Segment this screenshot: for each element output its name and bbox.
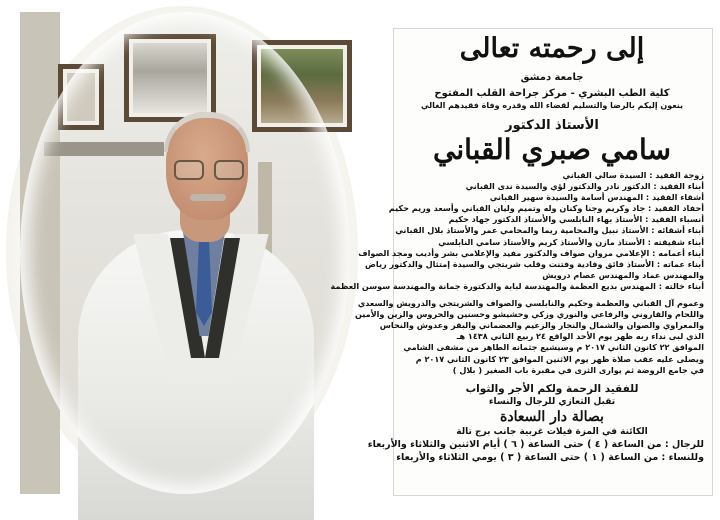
family-line: أبناء أشقائه : الأستاذ نبيل والمحامية ريما والمحامي عمر والأستاذ بلال القباني bbox=[395, 225, 704, 236]
family-line: زوجة الفقيد : السيدة سالي القباني bbox=[562, 170, 704, 180]
families-line: وعموم آل القباني والعظمة وحكيم والنابلسي والصواف والشريتجي والدرويش والسعدي bbox=[357, 298, 704, 309]
obituary-notice bbox=[330, 28, 713, 496]
deceased-name: سامي صبري القباني bbox=[433, 133, 671, 166]
family-line: أنسباء الفقيد : الأستاذ بهاء النابلسي والأستاذ الدكتور جهاد حكيم bbox=[448, 214, 704, 225]
condolence-intro: تقبل التعازي للرجال والنساء bbox=[488, 396, 616, 407]
families-line: والمعراوي والصوان والشمال والنجار والزعيم والعضماني والبقر وعدوش والنحاس bbox=[379, 320, 704, 331]
date-line: في جامع الروضة ثم يوارى الثرى في مقبرة باب الصغير ( بلال ) bbox=[452, 364, 704, 375]
date-line: ويصلى عليه عقب صلاة ظهر يوم الاثنين الموافق ٢٣ كانون الثاني ٢٠١٧ م bbox=[415, 353, 704, 364]
date-line: الموافق ٢٢ كانون الثاني ٢٠١٧ م وسيشيع جثمانه الطاهر من مشفى الشامي bbox=[403, 342, 704, 353]
deceased-title: الأستاذ الدكتور bbox=[505, 118, 599, 133]
family-line: والمهندس عماد والمهندس عصام درويش bbox=[542, 269, 704, 280]
funeral-details bbox=[400, 331, 704, 375]
notice-heading: إلى رحمته تعالى bbox=[459, 33, 645, 64]
schedule-men: للرجال : من الساعة ( ٤ ) حتى الساعة ( ٦ ) أيام الاثنين والثلاثاء والأربعاء bbox=[367, 438, 704, 450]
family-list bbox=[330, 170, 704, 292]
oval-vignette bbox=[20, 12, 350, 494]
family-line: أشقاء الفقيد : المهندس أسامة والسيدة سهير القباني bbox=[489, 192, 704, 203]
family-line: أبناء عماته : الأستاذ فائق وفادية وفتنت وقلب شريتجي والسيدة إمتثال والدكتور رياض bbox=[365, 258, 704, 269]
venue-name: بصالة دار السعادة bbox=[500, 408, 604, 425]
photo-container bbox=[6, 6, 358, 498]
family-line: أحفاد الفقيد : جاد وكريم وجنا وكنان وله وتميم وليان القباني وأسعد وريم حكيم bbox=[388, 203, 704, 214]
date-line: الذي لبى نداء ربه ظهر يوم الأحد الواقع ٢٤ ربيع الثاني ١٤٣٨ هـ bbox=[456, 331, 704, 342]
families-line: واللحام والقاروني والرفاعي والنوري وزكي وحشيشو وحسنين والحروس والزين والأمين bbox=[354, 309, 704, 320]
family-line: أبناء خالته : المهندس بديع العظمة والمهندسة لبابة والدكتورة جمانة والمهندسة سوسن العظمة bbox=[330, 280, 704, 291]
mourning-line: ينعون إليكم بالرضا والتسليم لقضاء الله وقدره وفاة فقيدهم الغالي bbox=[420, 101, 684, 110]
schedule-women: وللنساء : من الساعة ( ١ ) حتى الساعة ( ٣ ) يومي الثلاثاء والأربعاء bbox=[396, 451, 704, 463]
venue-address: الكائنة في المزة فيلات غربية جانب برج تالة bbox=[456, 426, 648, 437]
family-line: أبناء الفقيد : الدكتور نادر والدكتور لؤي والسيدة ندى القباني bbox=[465, 181, 704, 192]
university-name: جامعة دمشق bbox=[520, 72, 584, 83]
family-line: أبناء أعمامه : الإعلامي مروان صواف والدكتور مفيد والإعلامي بشر وأديب ومجد الصواف bbox=[358, 247, 704, 258]
faculty-name: كلية الطب البشري - مركز جراحة القلب المفتوح bbox=[434, 88, 670, 99]
closing-prayer: للفقيد الرحمة ولكم الأجر والثواب bbox=[465, 382, 639, 395]
families-list bbox=[354, 298, 704, 331]
family-line: أبناء شقيقته : الأستاذ مازن والأستاذ كريم والأستاذ سامي النابلسي bbox=[438, 236, 704, 247]
